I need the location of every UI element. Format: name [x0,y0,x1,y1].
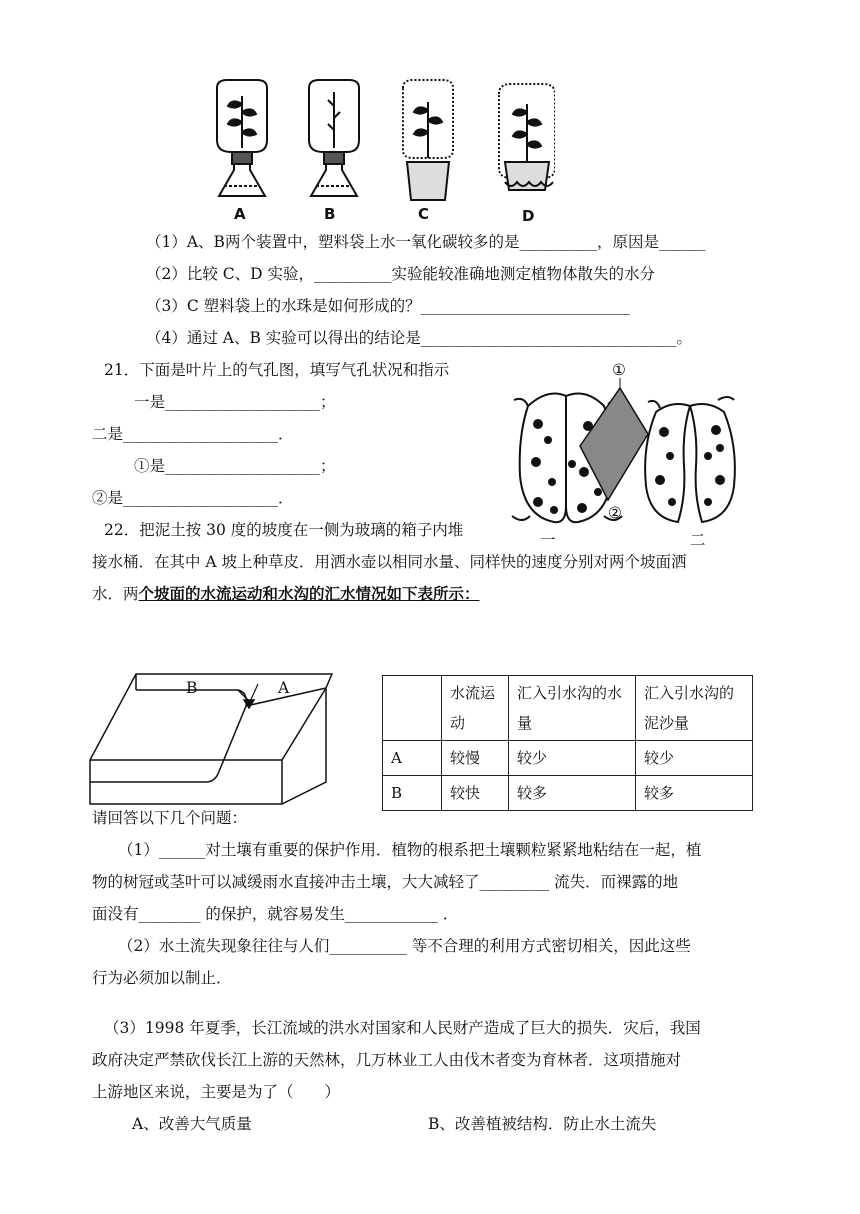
table-cell: 较少 [636,741,753,776]
table-cell: 较快 [442,776,509,811]
q22-line-2: 接水桶．在其中 A 坡上种草皮．用洒水壶以相同水量、同样快的速度分别对两个坡面洒 [92,553,687,571]
table-header-cell: 水流运动 [442,676,509,741]
setup-d [499,84,555,190]
q20-line-3: （3）C 塑料袋上的水珠是如何形成的？___________________________ [146,297,630,315]
q20-line-4: （4）通过 A、B 实验可以得出的结论是_________________________________。 [146,329,693,347]
stomata-label-c2: ② [608,504,622,522]
box-label-a: A [278,679,290,697]
water-flow-table [382,675,753,811]
q22-s3-b: 政府决定严禁砍伐长江上游的天然林，几万林业工人由伐木者变为育林者．这项措施对 [92,1051,682,1069]
setup-label-b: B [324,205,336,223]
q22-s2-b: 行为必须加以制止． [92,969,232,987]
q22-line-3 [92,584,480,604]
q22-s1-c: 面没有________ 的保护，就容易发生____________ ． [92,905,459,923]
q22-s3-c: 上游地区来说，主要是为了（ ） [92,1083,341,1101]
stomata-label-two: 二 [690,531,706,549]
setup-label-c: C [418,205,430,223]
table-row [383,776,753,811]
setup-b [309,80,359,196]
table-cell: B [383,776,442,811]
q21-blank-one: 一是____________________； [134,393,336,411]
table-header-cell: 汇入引水沟的水量 [509,676,636,741]
q22-option-b: B、改善植被结构．防止水土流失 [428,1115,657,1133]
q22-prompt: 请回答以下几个问题： [92,809,248,827]
q22-s1-a: （1）______对土壤有重要的保护作用．植物的根系把土壤颗粒紧紧地粘结在一起，植 [118,841,702,859]
table-header-row [383,676,753,741]
table-cell: 较多 [636,776,753,811]
q22-line-3-emph: 个坡面的水流运动和水沟的汇水情况如下表所示： [138,584,480,603]
plant-experiment-figure [205,78,555,228]
table-cell: A [383,741,442,776]
q21-intro: 21．下面是叶片上的气孔图，填写气孔状况和指示 [104,361,450,379]
setup-c [403,80,453,200]
table-header-cell: 汇入引水沟的泥沙量 [636,676,753,741]
q21-blank-two: 二是____________________． [92,425,294,443]
q22-line-1: 22．把泥土按 30 度的坡度在一侧为玻璃的箱子内堆 [104,521,464,539]
q22-s1-b: 物的树冠或茎叶可以减缓雨水直接冲击土壤，大大减轻了_________ 流失．而裸露的地 [92,873,679,891]
table-row [383,741,753,776]
q20-line-2: （2）比较 C、D 实验，__________实验能较准确地测定植物体散失的水分 [146,265,656,283]
table-cell: 较多 [509,776,636,811]
q20-line-1: （1）A、B两个装置中，塑料袋上水一氧化碳较多的是__________，原因是______ [146,233,706,251]
soil-box-figure [88,670,338,810]
box-label-b: B [186,679,198,697]
stomata-label-one: 一 [540,531,556,549]
setup-label-d: D [522,207,535,225]
table-cell: 较慢 [442,741,509,776]
q22-s3-a: （3）1998 年夏季，长江流域的洪水对国家和人民财产造成了巨大的损失．灾后，我国 [104,1019,701,1037]
q21-blank-c1: ①是____________________； [134,457,336,475]
q22-s2-a: （2）水土流失现象往往与人们__________ 等不合理的利用方式密切相关，因此这些 [118,937,691,955]
stomata-figure [508,376,744,532]
q22-option-a: A、改善大气质量 [132,1115,252,1133]
setup-a [217,80,267,196]
q22-line-3-start: 水．两 [92,585,139,603]
stomata-label-c1: ① [612,361,626,379]
setup-label-a: A [234,205,246,223]
table-cell: 较少 [509,741,636,776]
table-header-cell [383,676,442,741]
q21-blank-c2: ②是____________________． [92,489,294,507]
